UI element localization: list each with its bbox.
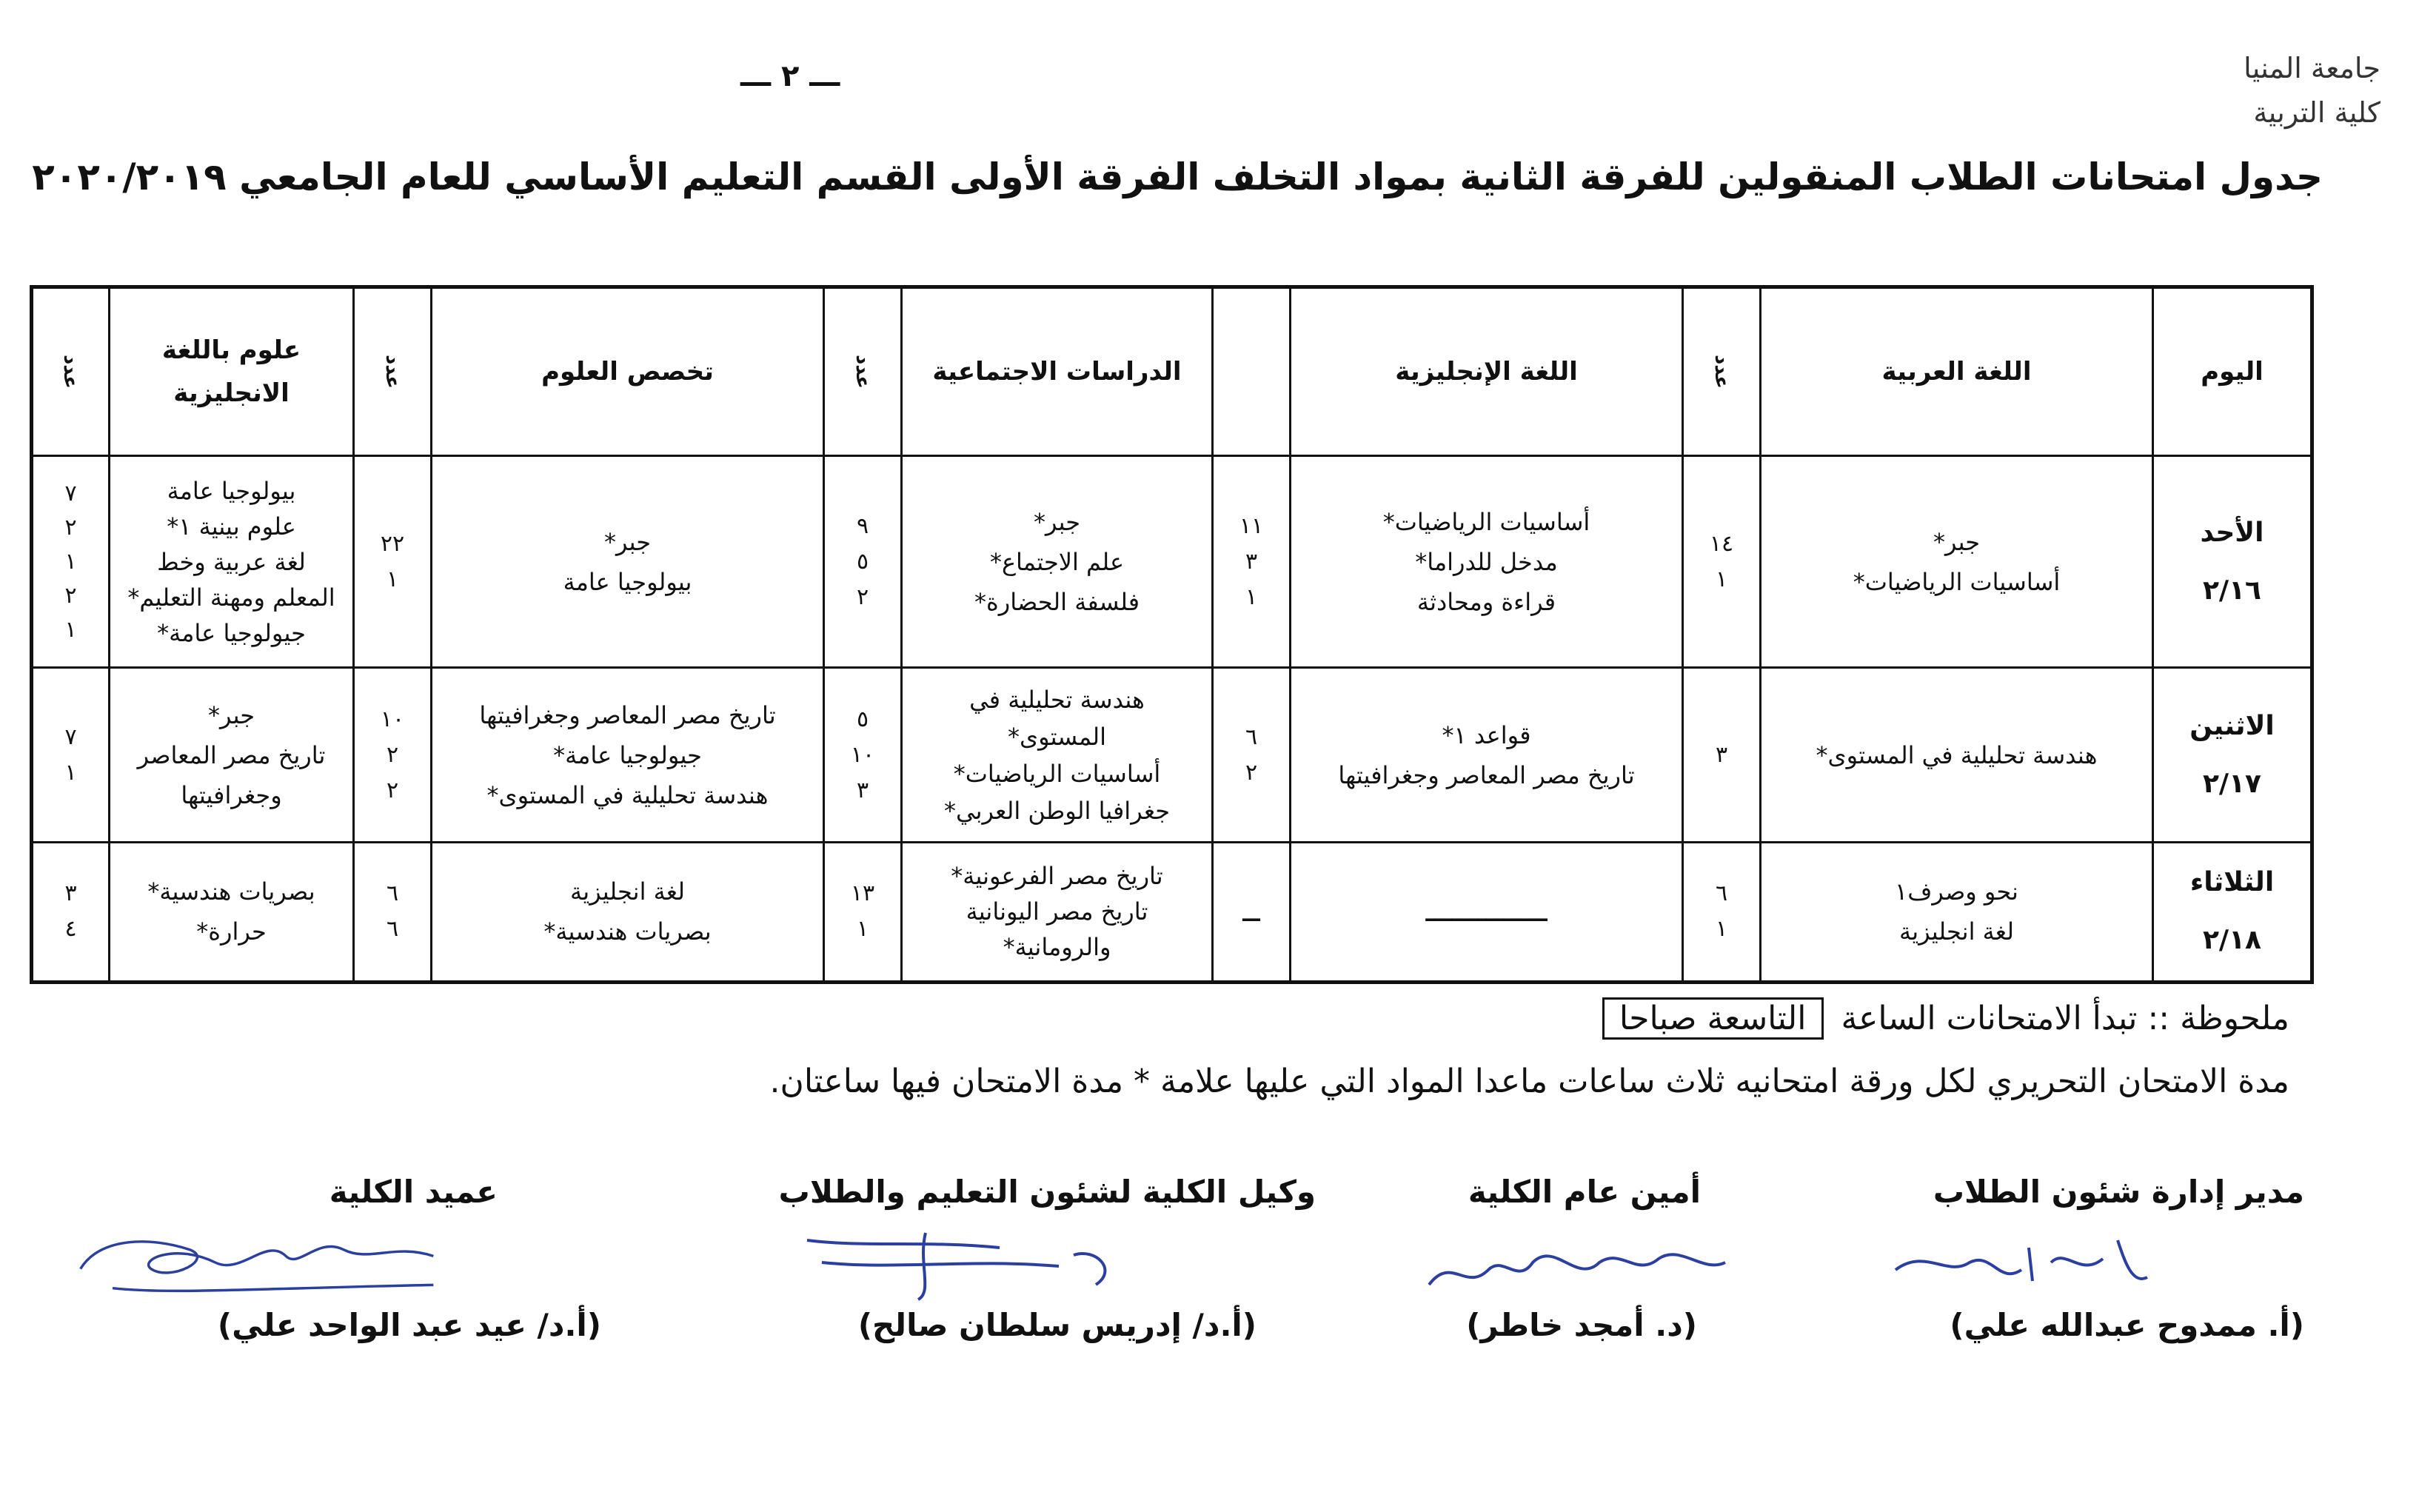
subject: هندسة تحليلية في المستوى* (1816, 740, 2098, 769)
subject: علوم بينية ١* (167, 512, 296, 541)
count: ١ (1715, 916, 1728, 943)
subject: لغة انجليزية (570, 877, 685, 906)
social-counts (824, 668, 902, 842)
arabic-subjects (1761, 668, 2153, 842)
subject: حرارة* (196, 917, 267, 946)
count: ٢ (856, 583, 869, 610)
count: ٢ (64, 514, 77, 541)
social-counts (824, 456, 902, 668)
science-english-subjects (110, 456, 354, 668)
header-count: عدد (354, 287, 432, 456)
subject: علم الاجتماع* (989, 547, 1125, 576)
exam-schedule-table (30, 285, 2314, 984)
handwritten-signature (777, 1218, 1162, 1307)
subject: المعلم ومهنة التعليم* (127, 583, 335, 612)
day-date: ٢/١٨ (2202, 925, 2262, 956)
social-subjects (902, 668, 1213, 842)
english-counts (1213, 842, 1291, 982)
count: ١ (64, 548, 77, 575)
count: ٣ (856, 777, 869, 803)
count: ٣ (64, 880, 77, 907)
count: ٦ (1245, 723, 1258, 750)
subject: قواعد ١* (1442, 720, 1531, 749)
handwritten-signature (1407, 1218, 1792, 1307)
day-date: ٢/١٦ (2202, 575, 2262, 606)
signatory-title: أمين عام الكلية (1468, 1174, 1701, 1210)
signatory-title: وكيل الكلية لشئون التعليم والطلاب (778, 1174, 1316, 1210)
subject: وجغرافيتها (181, 780, 282, 809)
count: ٣ (1245, 548, 1258, 575)
empty-dash: ــــــــــــــ (1425, 894, 1548, 929)
header-day: اليوم (2153, 287, 2312, 456)
table-header-row (32, 287, 2312, 456)
subject: لغة انجليزية (1899, 917, 2014, 946)
table-row (32, 668, 2312, 842)
english-subjects (1291, 456, 1683, 668)
exam-duration-note: مدة الامتحان التحريري لكل ورقة امتحانيه ثلاث ساعات ماعدا المواد التي عليها علامة * مدة الامتحان فيها ساعتان. (769, 1063, 2289, 1100)
note-text: ملحوظة :: تبدأ الامتحانات الساعة (1841, 1000, 2289, 1037)
signatory-title: مدير إدارة شئون الطلاب (1933, 1174, 2304, 1210)
university-name: جامعة المنيا (2244, 52, 2380, 84)
subject: بيولوجيا عامة (167, 476, 296, 505)
science-english-subjects (110, 668, 354, 842)
subject: بصريات هندسية* (543, 917, 712, 946)
subject: جيولوجيا عامة* (553, 740, 702, 769)
signatory-name: (أ.د/ إدريس سلطان صالح) (857, 1307, 1257, 1343)
header-count: عدد (1683, 287, 1761, 456)
science-subjects (432, 668, 824, 842)
count: ١ (386, 566, 399, 592)
document-title: جدول امتحانات الطلاب المنقولين للفرقة الثانية بمواد التخلف الفرقة الأولى القسم التعليم الأساسي للعام الجامعي ٢٠٢٠/٢٠١٩ (32, 155, 2323, 198)
social-subjects (902, 456, 1213, 668)
subject: والرومانية* (1003, 933, 1111, 962)
count: ٧ (64, 723, 77, 750)
header-science: تخصص العلوم (432, 287, 824, 456)
subject: أساسيات الرياضيات* (1853, 567, 2061, 596)
subject: أساسيات الرياضيات* (953, 759, 1161, 788)
table-row (32, 842, 2312, 982)
signatory-title: عميد الكلية (329, 1174, 498, 1210)
subject: قراءة ومحادثة (1416, 587, 1556, 616)
arabic-subjects (1761, 842, 2153, 982)
day-cell (2153, 842, 2312, 982)
subject: جبر* (1033, 507, 1081, 536)
count: ١ (64, 616, 77, 643)
header-count: عدد (824, 287, 902, 456)
header-count: عدد (32, 287, 110, 456)
count: ١٠ (850, 741, 875, 768)
subject: هندسة تحليلية في (969, 685, 1145, 714)
empty-dash: ــ (1242, 894, 1260, 929)
table-row (32, 456, 2312, 668)
count: ٢ (1245, 759, 1258, 786)
arabic-counts (1683, 456, 1761, 668)
count: ٤ (64, 916, 77, 943)
science-subjects (432, 456, 824, 668)
science-english-counts (32, 668, 110, 842)
subject: فلسفة الحضارة* (974, 587, 1140, 616)
social-subjects (902, 842, 1213, 982)
subject: تاريخ مصر المعاصر وجغرافيتها (1338, 760, 1635, 789)
subject: نحو وصرف١ (1895, 877, 2018, 906)
institution-header (2244, 46, 2380, 135)
subject: جغرافيا الوطن العربي* (943, 796, 1171, 825)
handwritten-signature (74, 1218, 459, 1307)
day-cell (2153, 456, 2312, 668)
english-subjects (1291, 668, 1683, 842)
subject: جبر* (1933, 527, 1981, 556)
count: ١٠ (380, 706, 405, 732)
count: ٢ (64, 582, 77, 609)
science-subjects (432, 842, 824, 982)
english-counts (1213, 668, 1291, 842)
subject: تاريخ مصر اليونانية (966, 897, 1148, 926)
count: ٦ (386, 880, 399, 907)
count: ٥ (856, 706, 869, 732)
subject: تاريخ مصر الفرعونية* (951, 862, 1163, 891)
count: ١٤ (1709, 530, 1734, 557)
count: ١ (1245, 583, 1258, 610)
signatory-name: (أ.د/ عيد عبد الواحد علي) (217, 1307, 601, 1343)
count: ٦ (1715, 880, 1728, 907)
science-counts (354, 668, 432, 842)
day-name: الثلاثاء (2189, 867, 2275, 898)
subject: تاريخ مصر المعاصر (137, 740, 326, 769)
header-count-empty (1213, 287, 1291, 456)
day-name: الاثنين (2189, 710, 2275, 741)
subject: أساسيات الرياضيات* (1382, 507, 1590, 536)
header-arabic: اللغة العربية (1761, 287, 2153, 456)
day-cell (2153, 668, 2312, 842)
count: ١٣ (850, 880, 875, 907)
count: ٢ (386, 741, 399, 768)
count: ١١ (1239, 512, 1264, 539)
subject: المستوى* (1008, 722, 1106, 751)
day-date: ٢/١٧ (2202, 768, 2262, 799)
subject: لغة عربية وخط (157, 547, 306, 576)
social-counts (824, 842, 902, 982)
count: ٦ (386, 916, 399, 943)
page-number: ـــ ٢ ـــ (740, 59, 840, 93)
subject: هندسة تحليلية في المستوى* (486, 780, 769, 809)
header-english: اللغة الإنجليزية (1291, 287, 1683, 456)
count: ٧ (64, 480, 77, 506)
exam-start-time: التاسعة صباحا (1602, 997, 1824, 1040)
subject: جبر* (603, 527, 652, 556)
arabic-subjects (1761, 456, 2153, 668)
count: ١ (64, 759, 77, 786)
english-counts (1213, 456, 1291, 668)
arabic-counts (1683, 842, 1761, 982)
faculty-name: كلية التربية (2253, 96, 2380, 129)
exam-start-note (1602, 1000, 2289, 1037)
header-science-english: علوم باللغة الانجليزية (110, 287, 354, 456)
count: ٥ (856, 548, 869, 575)
day-name: الأحد (2200, 517, 2264, 548)
subject: بصريات هندسية* (147, 877, 315, 906)
signatory-name: (أ. ممدوح عبدالله علي) (1950, 1307, 2304, 1343)
signatory-name: (د. أمجد خاطر) (1466, 1307, 1697, 1343)
science-english-counts (32, 456, 110, 668)
science-counts (354, 842, 432, 982)
subject: جيولوجيا عامة* (157, 618, 306, 647)
count: ٢ (386, 777, 399, 803)
header-social: الدراسات الاجتماعية (902, 287, 1213, 456)
count: ١ (856, 916, 869, 943)
count: ٣ (1715, 741, 1728, 768)
arabic-counts (1683, 668, 1761, 842)
count: ٢٢ (380, 530, 405, 557)
science-english-counts (32, 842, 110, 982)
subject: تاريخ مصر المعاصر وجغرافيتها (479, 700, 776, 729)
subject: مدخل للدراما* (1415, 547, 1558, 576)
science-counts (354, 456, 432, 668)
count: ١ (1715, 566, 1728, 592)
science-english-subjects (110, 842, 354, 982)
handwritten-signature (1881, 1218, 2266, 1307)
subject: بيولوجيا عامة (563, 567, 692, 596)
count: ٩ (856, 512, 869, 539)
subject: جبر* (207, 700, 255, 729)
english-subjects (1291, 842, 1683, 982)
